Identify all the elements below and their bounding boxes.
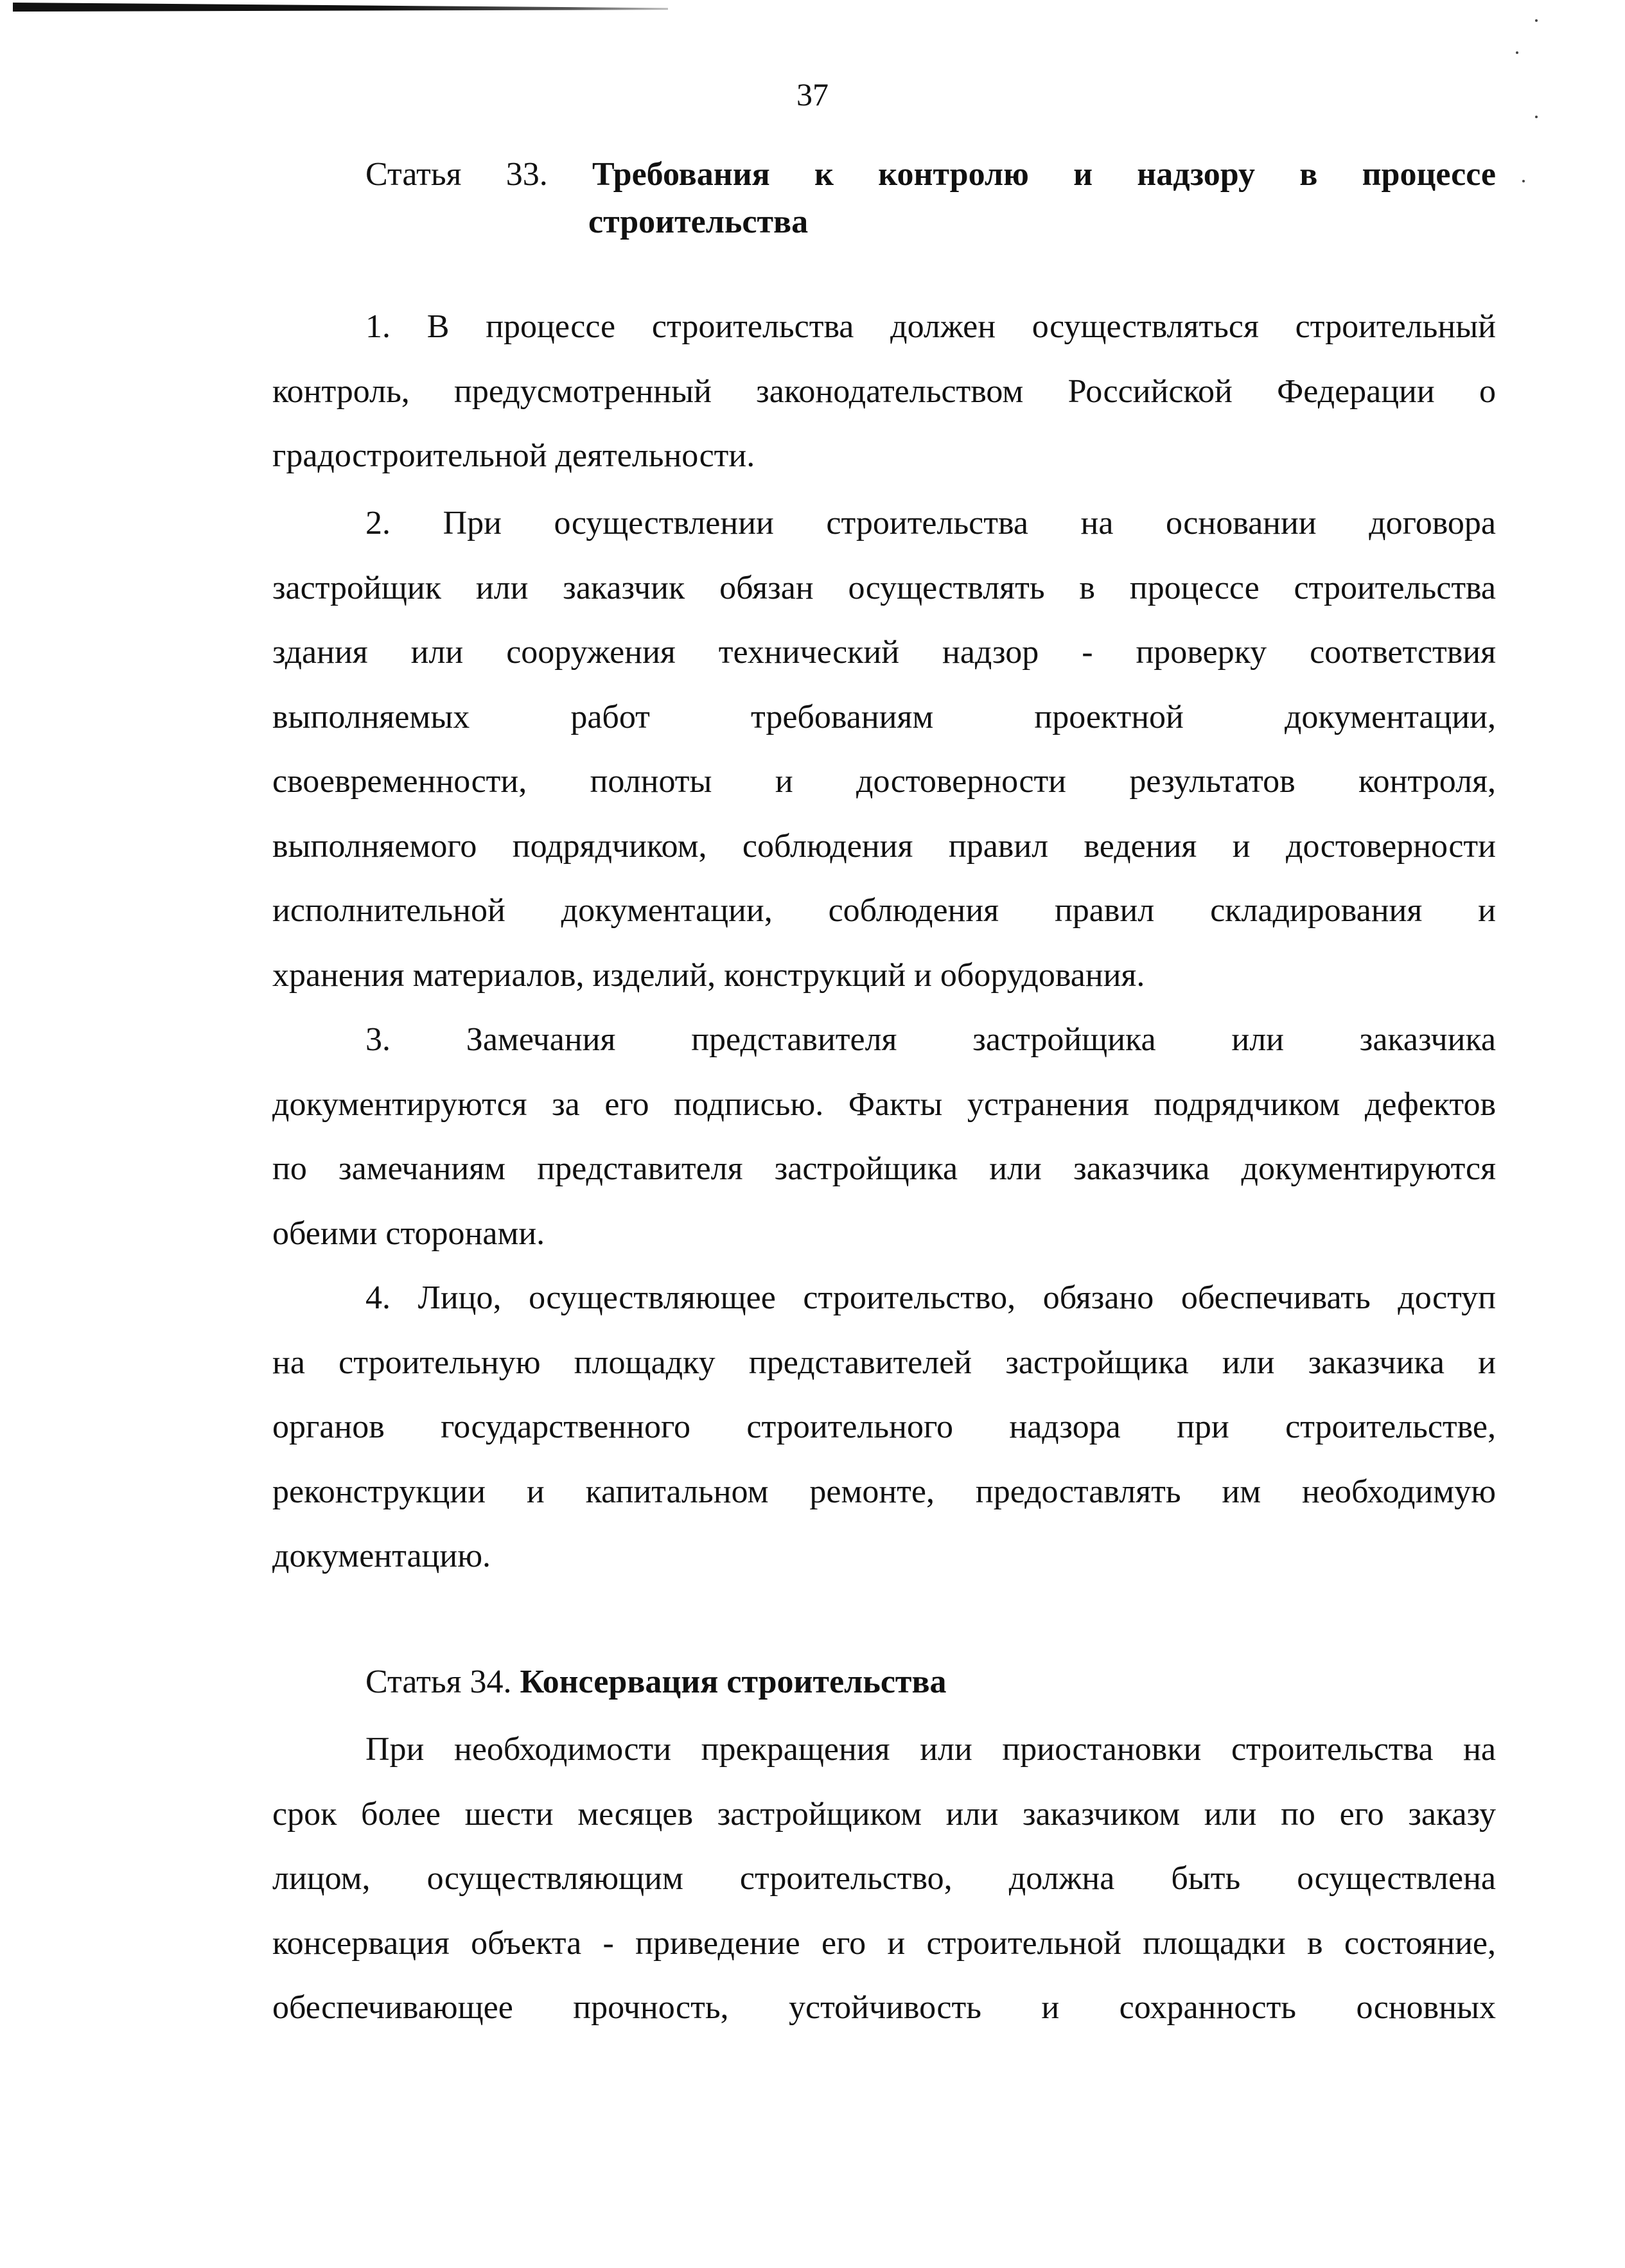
text-line: обеспечивающее прочность, устойчивость и сохранность основных	[272, 1989, 1496, 2026]
text-line: 1. В процессе строительства должен осуществляться строительный	[365, 308, 1496, 345]
article-33-prefix: Статья 33.	[365, 156, 548, 193]
text-line: хранения материалов, изделий, конструкций и оборудования.	[272, 956, 1145, 994]
text-line: своевременности, полноты и достоверности результатов контроля,	[272, 763, 1496, 800]
scan-speck	[1516, 51, 1518, 54]
text-line: контроль, предусмотренный законодательством Российской Федерации о	[272, 373, 1496, 410]
text-line: обеими сторонами.	[272, 1215, 545, 1252]
article-33-title-cont: строительства	[588, 204, 809, 240]
article-34-title: Консервация строительства	[520, 1664, 947, 1700]
text-line: лицом, осуществляющим строительство, должна быть осуществлена	[272, 1860, 1496, 1897]
text-line: При необходимости прекращения или приостановки строительства на	[365, 1731, 1496, 1768]
text-line: срок более шести месяцев застройщиком или заказчиком или по его заказу	[272, 1795, 1496, 1833]
page-number: 37	[796, 76, 829, 112]
text-line: органов государственного строительного надзора при строительстве,	[272, 1409, 1496, 1445]
text-line: реконструкции и капитальном ремонте, предоставлять им необходимую	[272, 1473, 1496, 1510]
text-line: 4. Лицо, осуществляющее строительство, обязано обеспечивать доступ	[365, 1279, 1496, 1316]
scan-speck	[1535, 116, 1538, 118]
text-line: 2. При осуществлении строительства на основании договора	[365, 505, 1496, 541]
text-line: застройщик или заказчик обязан осуществлять в процессе строительства	[272, 569, 1496, 606]
text-line: по замечаниям представителя застройщика или заказчика документируются	[272, 1150, 1496, 1187]
article-33-title: Требования к контролю и надзору в процессе	[592, 156, 1496, 193]
text-line: выполняемого подрядчиком, соблюдения правил ведения и достоверности	[272, 827, 1496, 865]
text-line: консервация объекта - приведение его и строительной площадки в состояние,	[272, 1924, 1496, 1962]
scan-artifact-line	[13, 3, 668, 12]
text-line: документацию.	[272, 1538, 491, 1574]
article-33-heading	[365, 155, 1496, 194]
scan-speck	[1535, 19, 1538, 22]
scan-speck	[1522, 180, 1525, 182]
article-34-heading	[365, 1663, 1496, 1701]
text-line: на строительную площадку представителей застройщика или заказчика и	[272, 1344, 1496, 1381]
article-34-prefix: Статья 34.	[365, 1664, 512, 1700]
text-line: выполняемых работ требованиям проектной документации,	[272, 698, 1496, 735]
text-line: документируются за его подписью. Факты устранения подрядчиком дефектов	[272, 1086, 1496, 1123]
text-line: 3. Замечания представителя застройщика или заказчика	[365, 1021, 1496, 1058]
text-line: здания или сооружения технический надзор - проверку соответствия	[272, 634, 1496, 671]
text-line: градостроительной деятельности.	[272, 437, 755, 474]
text-line: исполнительной документации, соблюдения правил складирования и	[272, 892, 1496, 929]
